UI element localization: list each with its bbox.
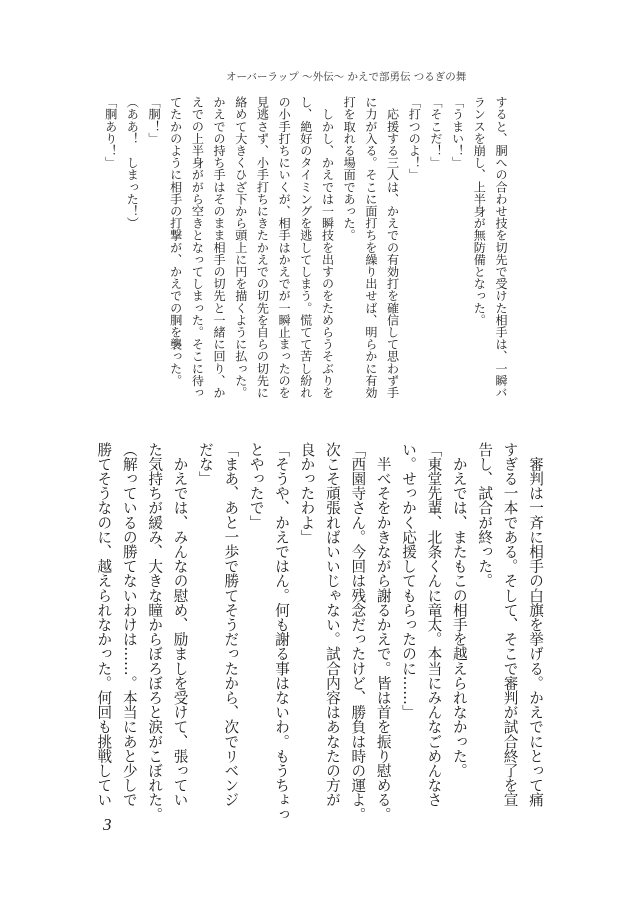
running-header: オーバーラップ ～外伝～ かえで部勇伝 つるぎの舞 — [226, 71, 467, 83]
lower-text-block — [91, 442, 548, 822]
text-line: た気持ちが緩み、大きな瞳からぼろぼろと涙がこぼれた。 — [146, 442, 164, 822]
text-line: かえでは、みんなの慰め、励ましを受けて、張ってい — [171, 442, 189, 807]
text-line: 打を取れる場面であった。 — [342, 96, 357, 242]
text-line: えでの上半身ががら空きとなってしまった。そこに待っ — [190, 96, 205, 399]
text-line: 審判は一斉に相手の白旗を挙げる。かえでにとって痛 — [527, 442, 544, 807]
text-line: 見逃さず、小手打ちにきたかえでの切先を自らの切先に — [255, 96, 270, 399]
text-line: 「西園寺さん。今回は残念だったけど、勝負は時の運よ。 — [349, 442, 367, 822]
text-line: ランスを崩し、上半身が無防備となった。 — [472, 96, 487, 326]
text-line: 「まあ、あと一歩で勝てそうだったから、次でリベンジ — [222, 442, 240, 807]
text-line: 「そこだ！」 — [428, 96, 443, 169]
text-line: すると、胴への合わせ技を切先で受けた相手は、一瞬バ — [494, 96, 508, 399]
text-line: だな」 — [196, 442, 214, 486]
text-line: 「胴あり！」 — [103, 96, 118, 169]
text-line: すぎる一本である。そして、そこで審判が試合終了を宣 — [501, 442, 519, 807]
text-line: 「東堂先輩、北条くんに竜太。本当にみんなごめんなさ — [425, 442, 443, 807]
text-line: 勝てそうなのに、越えられなかった。何回も挑戦してい — [95, 442, 113, 807]
text-line: てたかのように相手の打撃が、かえでの胴を襲った。 — [168, 96, 183, 387]
text-line: 絡めて大きくひざ下から頭上に円を描くように払った。 — [233, 96, 248, 399]
text-line: かえでは、またもこの相手を越えられなかった。 — [450, 442, 468, 778]
text-line: 良かったわよ」 — [298, 442, 316, 545]
upper-text-block — [99, 96, 511, 406]
text-line: かえでの持ち手はそのまま相手の切先と一緒に回り、か — [212, 96, 227, 399]
text-line: 告し、試合が終った。 — [476, 442, 494, 588]
page-number: 3 — [103, 815, 112, 834]
text-line: 「打つのよ！」 — [407, 96, 422, 181]
text-line: 「うまい！」 — [450, 96, 465, 169]
text-line: し、絶好のタイミングを逃してしまう。慌てて苦し紛れ — [298, 96, 313, 399]
text-line: とやったで」 — [247, 442, 265, 530]
text-line: 次こそ頑張ればいいじゃない。試合内容はあなたの方が — [323, 442, 341, 807]
text-line: （解っているの勝てないわけは……。本当にあと少しで — [120, 442, 138, 807]
text-line: の小手打ちにいくが、相手はかえでが一瞬止まったのを — [277, 96, 292, 399]
text-line: 「胴！」 — [147, 96, 161, 145]
text-line: しかし、かえでは一瞬技を出すのをためらうそぶりを — [320, 96, 335, 399]
text-line: 半べそをかきながら謝るかえで。皆は首を振り慰める。 — [374, 442, 392, 822]
text-line: （ああ！ しまった！） — [125, 96, 140, 230]
text-line: 応援する三人は、かえでの有効打を確信して思わず手 — [385, 96, 400, 399]
text-line: 「そうや、かえではん。何も謝る事はないわ。もうちょっ — [273, 442, 291, 822]
text-line: に力が入る。そこに面打ちを繰り出せば、明らかに有効 — [363, 96, 378, 399]
text-line: い。せっかく応援してもらったのに……」 — [400, 442, 418, 720]
